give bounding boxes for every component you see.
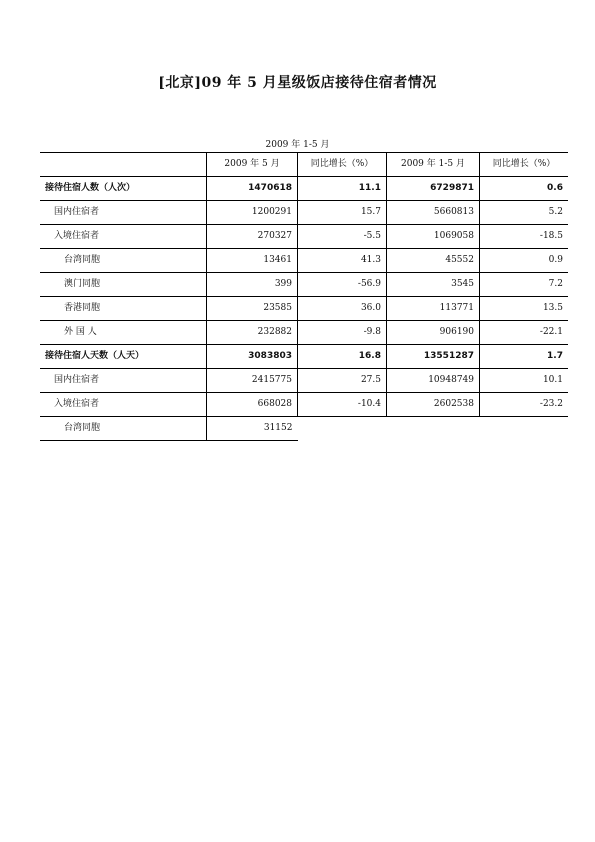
cell-yoy-jan-may: 0.9: [480, 249, 569, 273]
cell-yoy-may: -56.9: [298, 273, 387, 297]
cell-yoy-jan-may: -22.1: [480, 321, 569, 345]
cell-yoy-jan-may: 7.2: [480, 273, 569, 297]
table-row: [40, 201, 568, 225]
table-row: [40, 297, 568, 321]
cell-yoy-jan-may: 13.5: [480, 297, 569, 321]
cell-jan-may: 906190: [387, 321, 480, 345]
table-row: [40, 177, 568, 201]
cell-may: 31152: [207, 417, 298, 441]
cell-may: 1200291: [207, 201, 298, 225]
cell-may: 232882: [207, 321, 298, 345]
statistics-table: [40, 152, 568, 441]
cell-yoy-may: 11.1: [298, 177, 387, 201]
cell-jan-may: 10948749: [387, 369, 480, 393]
cell-may: 270327: [207, 225, 298, 249]
cell-yoy-jan-may: 1.7: [480, 345, 569, 369]
cell-yoy-jan-may: 5.2: [480, 201, 569, 225]
cell-yoy-may: 27.5: [298, 369, 387, 393]
empty-cell: [480, 417, 569, 441]
row-label: 澳门同胞: [40, 273, 207, 297]
row-label: 外 国 人: [40, 321, 207, 345]
cell-jan-may: 6729871: [387, 177, 480, 201]
table-row: [40, 393, 568, 417]
cell-yoy-jan-may: -23.2: [480, 393, 569, 417]
header-label-column: [40, 153, 207, 177]
table-row: [40, 345, 568, 369]
page-title: [北京]09 年 5 月星级饭店接待住宿者情况: [158, 75, 437, 91]
cell-yoy-jan-may: 0.6: [480, 177, 569, 201]
row-label: 入境住宿者: [40, 393, 207, 417]
cell-yoy-may: 36.0: [298, 297, 387, 321]
cell-yoy-jan-may: -18.5: [480, 225, 569, 249]
cell-jan-may: 2602538: [387, 393, 480, 417]
cell-yoy-jan-may: 10.1: [480, 369, 569, 393]
cell-yoy-may: 41.3: [298, 249, 387, 273]
cell-may: 2415775: [207, 369, 298, 393]
row-label: 香港同胞: [40, 297, 207, 321]
cell-may: 3083803: [207, 345, 298, 369]
row-label: 接待住宿人数（人次）: [40, 177, 207, 201]
row-label: 接待住宿人天数（人天）: [40, 345, 207, 369]
cell-jan-may: 5660813: [387, 201, 480, 225]
header-jan-may-2009: 2009 年 1-5 月: [387, 153, 480, 177]
table-row: [40, 321, 568, 345]
row-label: 台湾同胞: [40, 417, 207, 441]
cell-may: 399: [207, 273, 298, 297]
empty-cell: [298, 417, 387, 441]
table-row: [40, 273, 568, 297]
table-row: [40, 417, 568, 441]
row-label: 台湾同胞: [40, 249, 207, 273]
cell-jan-may: 3545: [387, 273, 480, 297]
table-row: [40, 369, 568, 393]
table-subtitle: 2009 年 1-5 月: [265, 140, 330, 150]
table-header-row: [40, 153, 568, 177]
header-yoy-may: 同比增长（%）: [298, 153, 387, 177]
cell-yoy-may: 15.7: [298, 201, 387, 225]
cell-yoy-may: -10.4: [298, 393, 387, 417]
row-label: 入境住宿者: [40, 225, 207, 249]
row-label: 国内住宿者: [40, 201, 207, 225]
cell-yoy-may: 16.8: [298, 345, 387, 369]
row-label: 国内住宿者: [40, 369, 207, 393]
cell-jan-may: 1069058: [387, 225, 480, 249]
cell-may: 13461: [207, 249, 298, 273]
cell-jan-may: 113771: [387, 297, 480, 321]
cell-yoy-may: -9.8: [298, 321, 387, 345]
empty-cell: [387, 417, 480, 441]
header-yoy-jan-may: 同比增长（%）: [480, 153, 569, 177]
cell-may: 668028: [207, 393, 298, 417]
cell-jan-may: 45552: [387, 249, 480, 273]
table-row: [40, 249, 568, 273]
cell-yoy-may: -5.5: [298, 225, 387, 249]
cell-may: 1470618: [207, 177, 298, 201]
cell-may: 23585: [207, 297, 298, 321]
cell-jan-may: 13551287: [387, 345, 480, 369]
header-may-2009: 2009 年 5 月: [207, 153, 298, 177]
table-row: [40, 225, 568, 249]
